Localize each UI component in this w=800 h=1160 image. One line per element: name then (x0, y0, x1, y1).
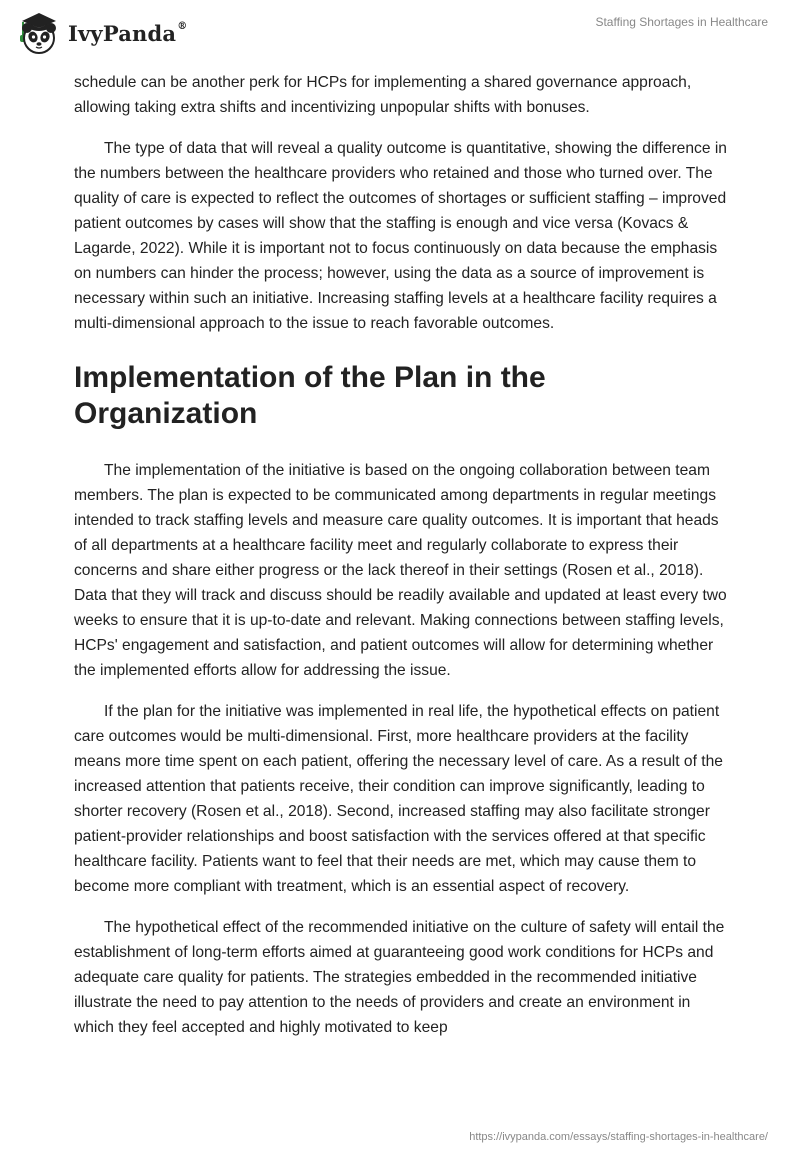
panda-graduate-icon (14, 8, 62, 56)
paragraph: If the plan for the initiative was implemented in real life, the hypothetical effects on patient care outcomes would be multi-dimensional. First, more healthcare providers at the facility means more time spent on each patient, offering the necessary level of care. As a result of the increased attention that patients receive, their condition can improve significantly, leading to shorter recovery (Rosen et al., 2018). Second, increased staffing may also facilitate stronger patient-provider relationships and boost satisfaction with the services offered at that specific healthcare facility. Patients want to feel that their needs are met, which may cause them to become more compliant with treatment, which is an essential aspect of recovery. (74, 703, 723, 895)
paragraph: The hypothetical effect of the recommended initiative on the culture of safety will entail the establishment of long-term efforts aimed at guaranteeing good work conditions for HCPs and adequate care quality for patients. The strategies embedded in the recommended initiative illustrate the need to pay attention to the needs of providers and create an environment in which they feel accepted and highly motivated to keep (74, 919, 725, 1036)
brand-logo[interactable] (14, 6, 187, 58)
paragraph: schedule can be another perk for HCPs for implementing a shared governance approach, allowing taking extra shifts and incentivizing unpopular shifts with bonuses. (74, 74, 692, 116)
essay-body (74, 70, 734, 1056)
brand-name: IvyPanda® (68, 20, 188, 46)
paragraph: The implementation of the initiative is based on the ongoing collaboration between team members. The plan is expected to be communicated among departments in regular meetings intended to track staffing levels and measure care quality outcomes. It is important that heads of all departments at a healthcare facility meet and regularly collaborate to express their concerns and share either progress or the lack thereof in their settings (Rosen et al., 2018). Data that they will track and discuss should be readily available and updated at least every two weeks to ensure that it is up-to-date and relevant. Making connections between staffing levels, HCPs' engagement and satisfaction, and patient outcomes will allow for determining whether the implemented efforts allow for addressing the issue. (74, 462, 727, 679)
section-heading: Implementation of the Plan in the Organization (74, 361, 546, 430)
page-header (0, 0, 800, 62)
source-url[interactable]: https://ivypanda.com/essays/staffing-shortages-in-healthcare/ (469, 1131, 768, 1143)
trademark-symbol: ® (177, 20, 188, 32)
document-title: Staffing Shortages in Healthcare (595, 15, 768, 29)
paragraph: The type of data that will reveal a quality outcome is quantitative, showing the difference in the numbers between the healthcare providers who retained and those who turned over. The quality of care is expected to reflect the outcomes of shortages or sufficient staffing – improved patient outcomes by cases will show that the staffing is enough and vice versa (Kovacs & Lagarde, 2022). While it is important not to focus continuously on data because the emphasis on numbers can hinder the process; however, using the data as a source of improvement is necessary within such an initiative. Increasing staffing levels at a healthcare facility requires a multi-dimensional approach to the issue to reach favorable outcomes. (74, 140, 727, 332)
